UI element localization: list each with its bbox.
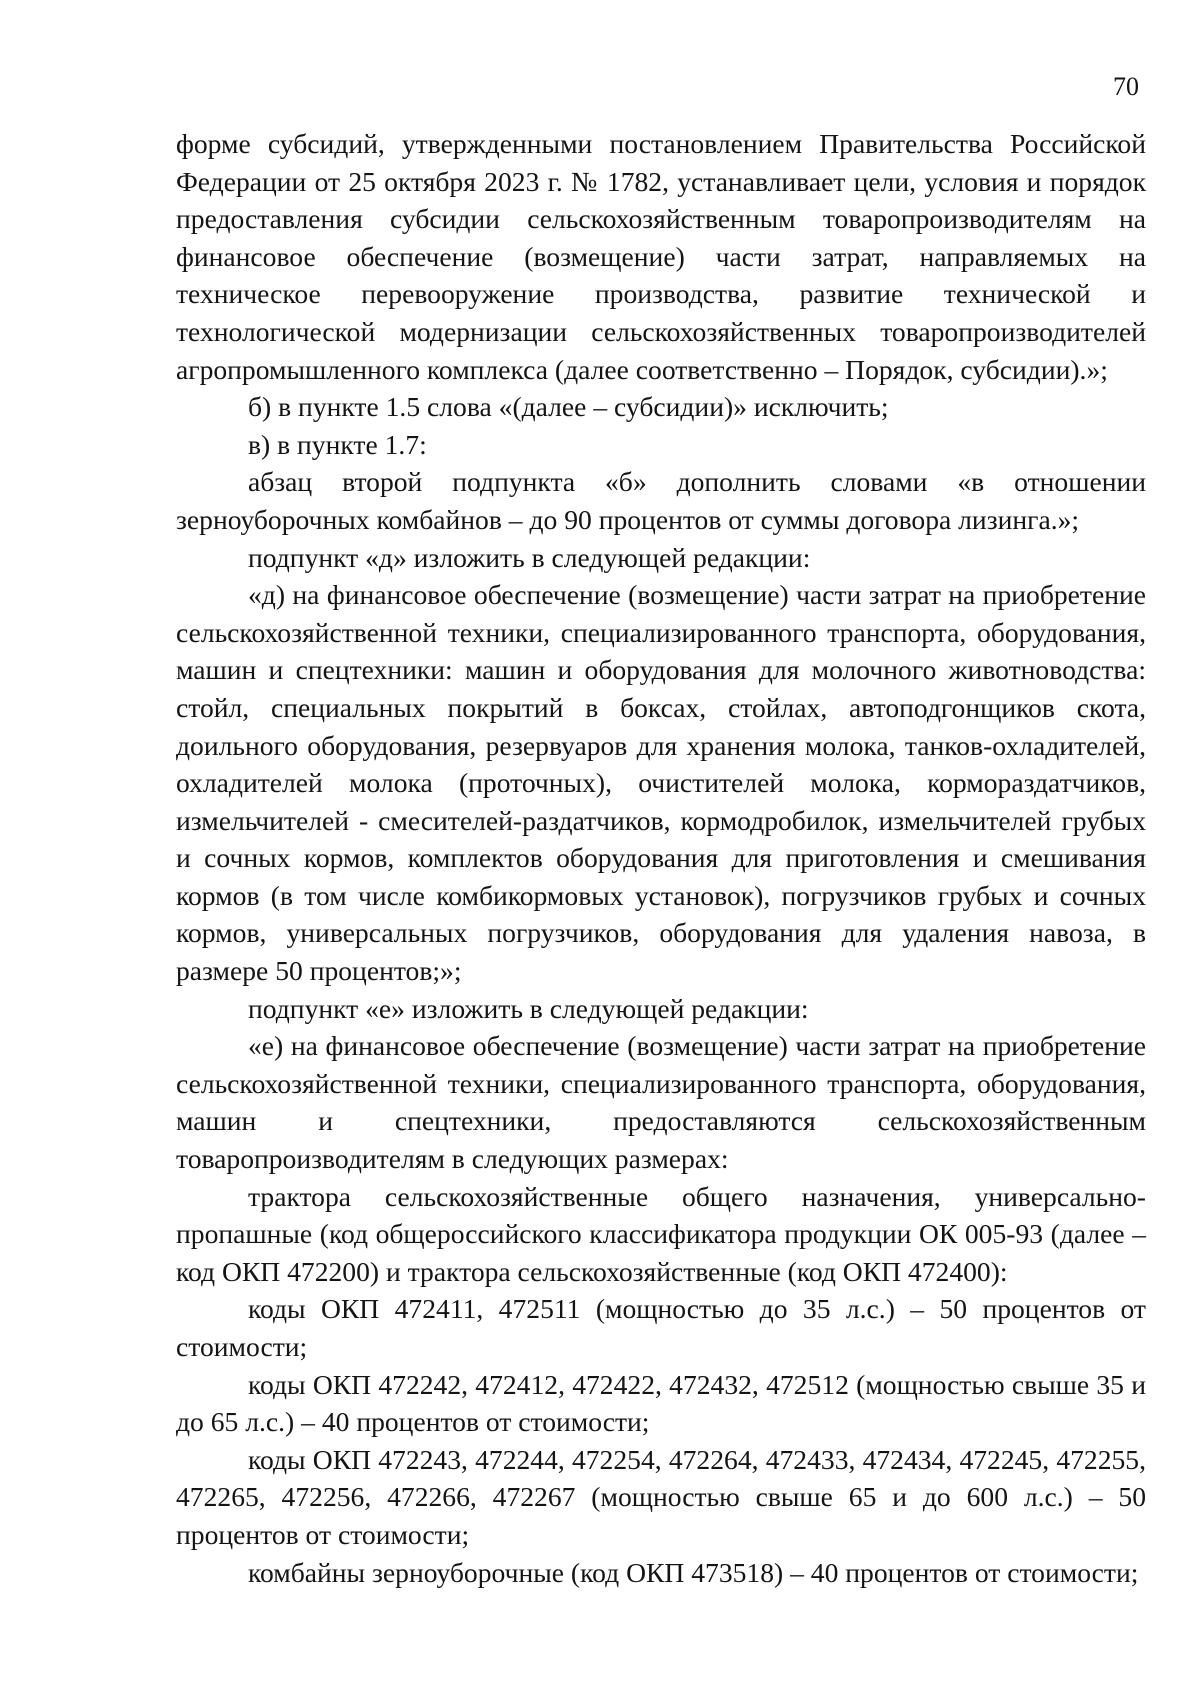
paragraph-codes-65-to-600: коды ОКП 472243, 472244, 472254, 472264, 472433, 472434, 472245, 472255, 472265, 472256, 472266, 472267 (мощностью свыше 65 и до 600 л.с.) – 50 процентов от стоимости; (176, 1443, 1146, 1550)
paragraph-item-v: в) в пункте 1.7: (248, 428, 427, 460)
paragraph-subitem-d-intro: подпункт «д» изложить в следующей редакции: (248, 541, 811, 573)
page-number: 70 (1113, 72, 1139, 101)
paragraph-subitem-b-addition: абзац второй подпункта «б» дополнить словами «в отношении зерноуборочных комбайнов – до 90 процентов от суммы договора лизинга.»; (176, 466, 1146, 535)
paragraph-subitem-d-text: «д) на финансовое обеспечение (возмещение) части затрат на приобретение сельскохозяйственной техники, специализированного транспорта, оборудования, машин и спецтехники: машин и оборудования для молочного животноводства: стойл, специальных покрытий в боксах, стойлах, автоподгонщиков скота, доильного оборудования, резервуаров для хранения молока, танков-охладителей, охладителей молока (проточных), очистителей молока, кормораздатчиков, измельчителей - смесителей-раздатчиков, кормодробилок, измельчителей грубых и сочных кормов, комплектов оборудования для приготовления и смешивания кормов (в том числе комбикормовых установок), погрузчиков грубых и сочных кормов, универсальных погрузчиков, оборудования для удаления навоза, в размере 50 процентов;»; (176, 579, 1146, 987)
document-body (176, 125, 1146, 1591)
paragraph-subitem-e-text: «е) на финансовое обеспечение (возмещение) части затрат на приобретение сельскохозяйственной техники, специализированного транспорта, оборудования, машин и спецтехники, предоставляются сельскохозяйственным товаропроизводителям в следующих размерах: (176, 1030, 1146, 1175)
paragraph-subitem-e-intro: подпункт «е» изложить в следующей редакции: (248, 992, 809, 1024)
paragraph-order-description: форме субсидий, утвержденными постановлением Правительства Российской Федерации от 25 октября 2023 г. № 1782, устанавливает цели, условия и порядок предоставления субсидии сельскохозяйственным товаропроизводителям на финансовое обеспечение (возмещение) части затрат, направляемых на техническое перевооружение производства, развитие технической и технологической модернизации сельскохозяйственных товаропроизводителей агропромышленного комплекса (далее соответственно – Порядок, субсидии).»; (176, 128, 1146, 385)
paragraph-combines: комбайны зерноуборочные (код ОКП 473518) – 40 процентов от стоимости; (248, 1556, 1139, 1588)
paragraph-codes-35-to-65: коды ОКП 472242, 472412, 472422, 472432, 472512 (мощностью свыше 35 и до 65 л.с.) – 40 процентов от стоимости; (176, 1368, 1146, 1438)
paragraph-item-b: б) в пункте 1.5 слова «(далее – субсидии)» исключить; (248, 391, 889, 423)
paragraph-codes-up-to-35: коды ОКП 472411, 472511 (мощностью до 35 л.с.) – 50 процентов от стоимости; (176, 1293, 1146, 1362)
paragraph-tractors: трактора сельскохозяйственные общего назначения, универсально-пропашные (код общероссийского классификатора продукции ОК 005-93 (далее – код ОКП 472200) и трактора сельскохозяйственные (код ОКП 472400): (176, 1180, 1146, 1287)
